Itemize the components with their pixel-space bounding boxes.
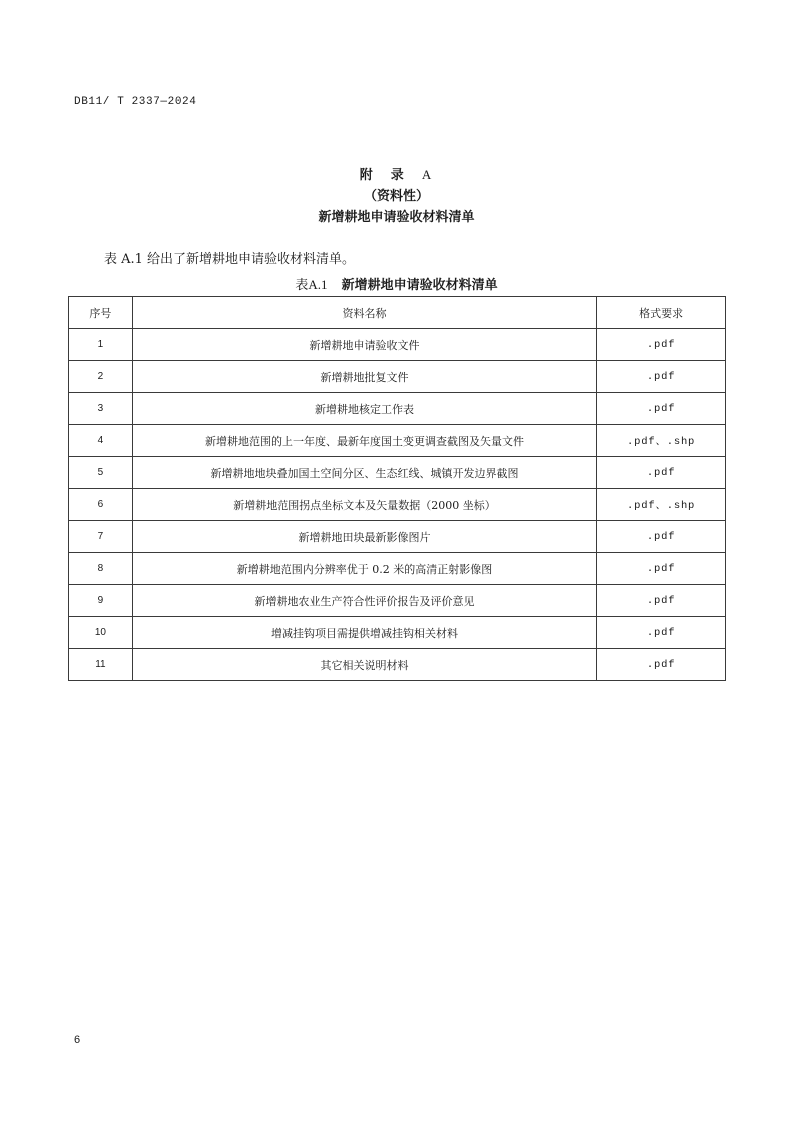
appendix-label-letter: A: [421, 167, 434, 182]
row-format: .pdf: [597, 521, 726, 553]
row-index: 11: [69, 649, 133, 681]
header-material-name: 资料名称: [132, 297, 596, 329]
table-row: [69, 329, 726, 361]
page-number: 6: [74, 1034, 81, 1046]
appendix-label: [0, 164, 793, 183]
row-material-name: 新增耕地农业生产符合性评价报告及评价意见: [132, 585, 596, 617]
table-caption: [0, 274, 793, 293]
row-material-name: 新增耕地范围的上一年度、最新年度国土变更调查截图及矢量文件: [132, 425, 596, 457]
table-body: [69, 329, 726, 681]
table-row: [69, 553, 726, 585]
table-row: [69, 457, 726, 489]
document-code: DB11/ T 2337—2024: [74, 96, 197, 108]
appendix-title: 新增耕地申请验收材料清单: [318, 210, 475, 225]
row-format: .pdf、.shp: [597, 489, 726, 521]
row-format: .pdf: [597, 649, 726, 681]
table-row: [69, 585, 726, 617]
appendix-label-main: 附: [359, 168, 375, 183]
row-format: .pdf: [597, 617, 726, 649]
table-row: [69, 617, 726, 649]
row-material-name: 其它相关说明材料: [132, 649, 596, 681]
row-index: 3: [69, 393, 133, 425]
materials-table: [68, 296, 726, 681]
row-format: .pdf: [597, 457, 726, 489]
row-material-name: 新增耕地申请验收文件: [132, 329, 596, 361]
row-index: 6: [69, 489, 133, 521]
intro-paragraph: 表 A.1 给出了新增耕地申请验收材料清单。: [104, 252, 356, 267]
table-row: [69, 649, 726, 681]
row-index: 9: [69, 585, 133, 617]
row-material-name: 增减挂钩项目需提供增减挂钩相关材料: [132, 617, 596, 649]
table-row: [69, 361, 726, 393]
row-material-name: 新增耕地范围内分辨率优于 0.2 米的高清正射影像图: [132, 553, 596, 585]
row-index: 7: [69, 521, 133, 553]
table-row: [69, 489, 726, 521]
row-format: .pdf: [597, 329, 726, 361]
row-format: .pdf: [597, 361, 726, 393]
header-format: 格式要求: [597, 297, 726, 329]
row-index: 4: [69, 425, 133, 457]
header-index: 序号: [69, 297, 133, 329]
row-material-name: 新增耕地核定工作表: [132, 393, 596, 425]
table-caption-number: 表A.1: [295, 277, 328, 292]
row-material-name: 新增耕地范围拐点坐标文本及矢量数据（2000 坐标）: [132, 489, 596, 521]
row-index: 8: [69, 553, 133, 585]
row-material-name: 新增耕地田块最新影像图片: [132, 521, 596, 553]
row-index: 10: [69, 617, 133, 649]
row-index: 1: [69, 329, 133, 361]
row-material-name: 新增耕地批复文件: [132, 361, 596, 393]
table-header-row: [69, 297, 726, 329]
row-index: 5: [69, 457, 133, 489]
row-format: .pdf: [597, 393, 726, 425]
row-index: 2: [69, 361, 133, 393]
table-row: [69, 425, 726, 457]
appendix-type: （资料性）: [363, 189, 429, 204]
row-material-name: 新增耕地地块叠加国土空间分区、生态红线、城镇开发边界截图: [132, 457, 596, 489]
table-row: [69, 393, 726, 425]
row-format: .pdf、.shp: [597, 425, 726, 457]
row-format: .pdf: [597, 585, 726, 617]
appendix-label-record: 录: [390, 168, 406, 183]
row-format: .pdf: [597, 553, 726, 585]
table-caption-title: 新增耕地申请验收材料清单: [341, 278, 498, 293]
table-row: [69, 521, 726, 553]
